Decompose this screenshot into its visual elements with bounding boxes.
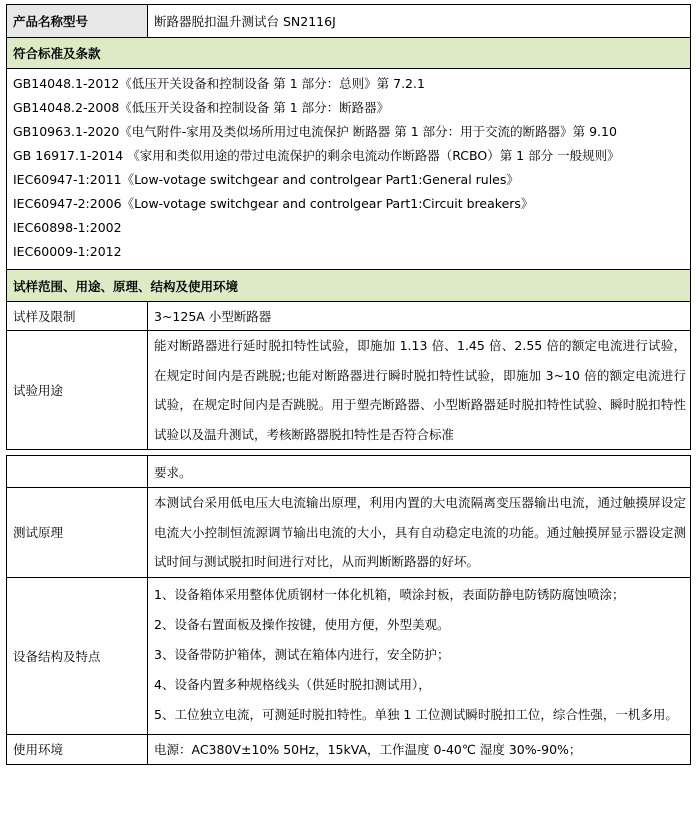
standard-item: GB14048.2-2008《低压开关设备和控制设备 第 1 部分：断路器》 (13, 100, 390, 115)
standard-item: IEC60009-1:2012 (13, 244, 122, 259)
environment-value: 电源：AC380V±10% 50Hz，15kVA，工作温度 0-40℃ 湿度 30%-90%； (148, 734, 691, 764)
standard-item: IEC60947-2:2006《Low-votage switchgear and controlgear Part1:Circuit breakers》 (13, 196, 534, 211)
spec-table-page-1 (6, 4, 691, 450)
structure-item: 5、工位独立电流，可测延时脱扣特性。单独 1 工位测试瞬时脱扣工位，综合性强，一机多用。 (154, 706, 678, 722)
principle-label: 测试原理 (7, 488, 148, 578)
purpose-text: 能对断路器进行延时脱扣特性试验，即施加 1.13 倍、1.45 倍、2.55 倍的额定电流进行试验，在规定时间内是否跳脱;也能对断路器进行瞬时脱扣特性试验，即施加 3~10 倍的额定电流进行试验，在规定时间内是否跳脱。用于塑壳断路器、小型断路器延时脱扣特性试验、瞬时脱扣特性试验以及温升测试，考核断路器脱扣特性是否符合标准 (148, 331, 691, 450)
standard-item: GB10963.1-2020《电气附件-家用及类似场所用过电流保护 断路器 第 1 部分：用于交流的断路器》第 9.10 (13, 124, 617, 139)
structure-list (148, 577, 691, 734)
principle-row (7, 488, 691, 578)
purpose-label-continued (7, 456, 148, 488)
standards-list-row (7, 69, 691, 270)
scope-heading: 试样范围、用途、原理、结构及使用环境 (7, 270, 691, 302)
scope-heading-row (7, 270, 691, 302)
standard-item: GB14048.1-2012《低压开关设备和控制设备 第 1 部分：总则》第 7.2.1 (13, 76, 425, 91)
product-label: 产品名称型号 (7, 5, 148, 38)
product-row (7, 5, 691, 38)
product-value: 断路器脱扣温升测试台 SN2116J (148, 5, 691, 38)
sample-label: 试样及限制 (7, 302, 148, 331)
structure-label: 设备结构及特点 (7, 577, 148, 734)
principle-text: 本测试台采用低电压大电流输出原理，利用内置的大电流隔离变压器输出电流，通过触摸屏设定电流大小控制恒流源调节输出电流的大小，具有自动稳定电流的功能。通过触摸屏显示器设定测试时间与测试脱扣时间进行对比，从而判断断路器的好坏。 (148, 488, 691, 578)
standards-list (7, 69, 691, 270)
purpose-continuation: 要求。 (148, 456, 691, 488)
spec-table-page-2 (6, 455, 691, 765)
standard-item: IEC60947-1:2011《Low-votage switchgear and controlgear Part1:General rules》 (13, 172, 519, 187)
standard-item: IEC60898-1:2002 (13, 220, 122, 235)
sample-value: 3~125A 小型断路器 (148, 302, 691, 331)
structure-item: 3、设备带防护箱体，测试在箱体内进行，安全防护； (154, 646, 450, 662)
environment-label: 使用环境 (7, 734, 148, 764)
structure-item: 4、设备内置多种规格线头（供延时脱扣测试用）， (154, 676, 431, 692)
purpose-row (7, 331, 691, 450)
purpose-label: 试验用途 (7, 331, 148, 450)
standards-heading: 符合标准及条款 (7, 38, 691, 69)
purpose-continuation-row (7, 456, 691, 488)
environment-row (7, 734, 691, 764)
standard-item: GB 16917.1-2014 《家用和类似用途的带过电流保护的剩余电流动作断路器（RCBO）第 1 部分 一般规则》 (13, 148, 620, 163)
structure-row (7, 577, 691, 734)
sample-row (7, 302, 691, 331)
structure-item: 2、设备右置面板及操作按键，使用方便，外型美观。 (154, 616, 450, 632)
structure-item: 1、设备箱体采用整体优质钢材一体化机箱，喷涂封板，表面防静电防锈防腐蚀喷涂； (154, 586, 625, 602)
standards-heading-row (7, 38, 691, 69)
